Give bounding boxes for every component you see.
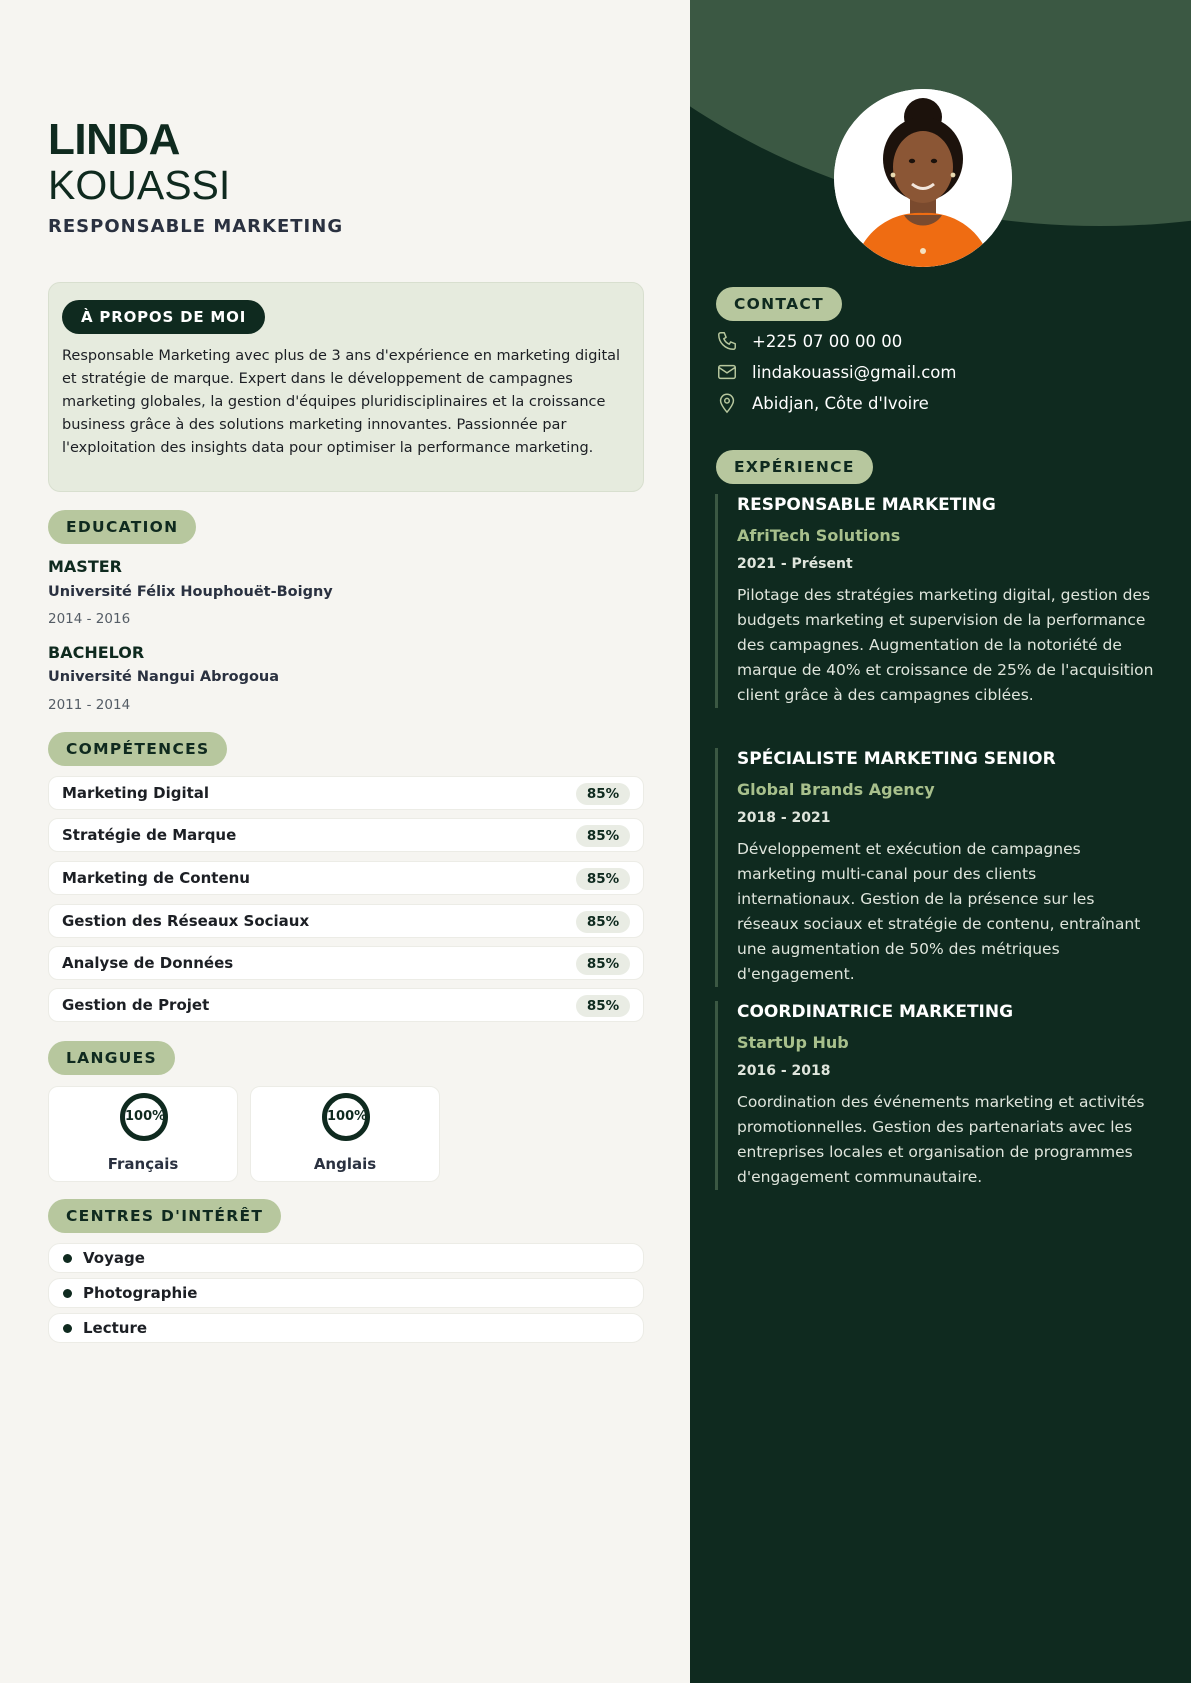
interest-item [48, 1313, 644, 1343]
experience-heading: EXPÉRIENCE [716, 450, 873, 484]
skill-name: Analyse de Données [62, 954, 234, 972]
skill-level-badge: 85% [576, 868, 630, 890]
skill-row [48, 988, 644, 1022]
phone-icon [716, 330, 738, 352]
experience-title: SPÉCIALISTE MARKETING SENIOR [737, 749, 1056, 769]
language-level-ring: 100% [120, 1093, 168, 1141]
language-card [48, 1086, 238, 1182]
mail-icon [716, 361, 738, 383]
interests-heading: CENTRES D'INTÉRÊT [48, 1199, 281, 1233]
experience-company: Global Brands Agency [737, 780, 935, 799]
skill-name: Gestion des Réseaux Sociaux [62, 912, 310, 930]
right-column [690, 0, 1191, 1683]
interest-item [48, 1278, 644, 1308]
job-title: RESPONSABLE MARKETING [48, 216, 344, 237]
languages-heading: LANGUES [48, 1041, 175, 1075]
portrait-illustration [834, 89, 1012, 267]
skill-level-badge: 85% [576, 911, 630, 933]
experience-company: AfriTech Solutions [737, 526, 901, 545]
education-years: 2011 - 2014 [48, 697, 131, 713]
experience-title: RESPONSABLE MARKETING [737, 495, 996, 515]
about-section [48, 282, 644, 492]
about-heading: À PROPOS DE MOI [62, 300, 265, 334]
skill-name: Marketing de Contenu [62, 869, 250, 887]
bullet-icon [63, 1324, 72, 1333]
experience-title: COORDINATRICE MARKETING [737, 1002, 1014, 1022]
interest-item [48, 1243, 644, 1273]
skill-level-badge: 85% [576, 783, 630, 805]
skill-row [48, 861, 644, 895]
language-card [250, 1086, 440, 1182]
experience-description: Coordination des événements marketing et activités promotionnelles. Gestion des partenariats avec les entreprises locales et organisation de programmes d'engagement communautaire. [737, 1093, 1145, 1186]
experience-dates: 2021 - Présent [737, 556, 853, 572]
language-name: Français [107, 1155, 179, 1173]
experience-dates: 2016 - 2018 [737, 1063, 831, 1079]
last-name: KOUASSI [48, 162, 231, 208]
skills-heading: COMPÉTENCES [48, 732, 227, 766]
skill-row [48, 946, 644, 980]
skill-name: Gestion de Projet [62, 996, 210, 1014]
profile-photo [834, 89, 1012, 267]
bullet-icon [63, 1254, 72, 1263]
experience-description: Pilotage des stratégies marketing digital, gestion des budgets marketing et supervision de la performance des campagnes. Augmentation de la notoriété de marque de 40% et croissance de 25% de l'acquisition client grâce à des campagnes ciblées. [737, 586, 1154, 704]
experience-item [715, 1001, 1155, 1190]
education-years: 2014 - 2016 [48, 611, 131, 627]
skill-level-badge: 85% [576, 953, 630, 975]
interest-label: Lecture [83, 1319, 148, 1337]
phone-text: +225 07 00 00 00 [752, 332, 903, 351]
education-school: Université Félix Houphouët-Boigny [48, 584, 333, 600]
skill-row [48, 776, 644, 810]
education-school: Université Nangui Abrogoua [48, 669, 280, 685]
email-text: lindakouassi@gmail.com [752, 363, 957, 382]
experience-dates: 2018 - 2021 [737, 810, 831, 826]
skill-row [48, 818, 644, 852]
education-degree: MASTER [48, 557, 122, 576]
experience-company: StartUp Hub [737, 1033, 849, 1052]
interest-label: Voyage [83, 1249, 145, 1267]
education-degree: BACHELOR [48, 643, 145, 662]
experience-item [715, 494, 1155, 708]
skill-row [48, 904, 644, 938]
about-text: Responsable Marketing avec plus de 3 ans d'expérience en marketing digital et stratégie de marque. Expert dans le développement de campagnes marketing globales, la gestion d'équipes pluridisciplinaires et la croissance business grâce à des solutions marketing innovantes. Passionnée par l'exploitation des insights data pour optimiser la performance marketing. [62, 348, 621, 456]
first-name: LINDA [48, 115, 180, 164]
skill-level-badge: 85% [576, 995, 630, 1017]
contact-heading: CONTACT [716, 287, 842, 321]
language-level-ring: 100% [322, 1093, 370, 1141]
location-text: Abidjan, Côte d'Ivoire [752, 394, 929, 413]
experience-item [715, 748, 1155, 987]
bullet-icon [63, 1289, 72, 1298]
skill-name: Stratégie de Marque [62, 826, 237, 844]
skill-name: Marketing Digital [62, 784, 210, 802]
location-pin-icon [716, 392, 738, 414]
interest-label: Photographie [83, 1284, 198, 1302]
experience-description: Développement et exécution de campagnes marketing multi-canal pour des clients internationaux. Gestion de la présence sur les réseaux sociaux et stratégie de contenu, entraînant une augmentation de 50% des métriques d'engagement. [737, 840, 1141, 983]
language-name: Anglais [313, 1155, 377, 1173]
education-heading: EDUCATION [48, 510, 196, 544]
skill-level-badge: 85% [576, 825, 630, 847]
